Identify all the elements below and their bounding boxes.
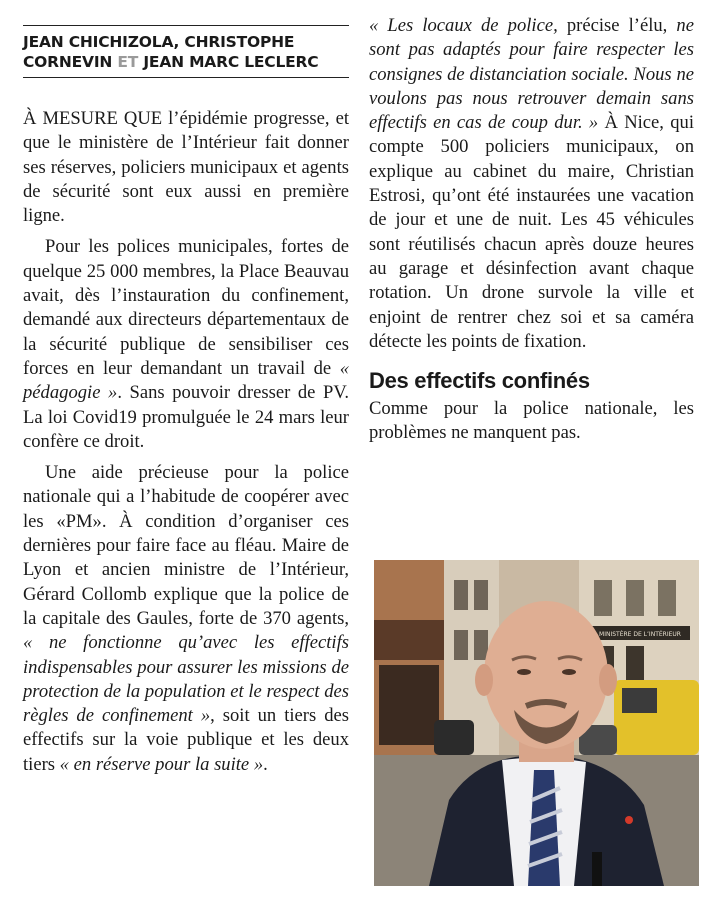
paragraph-3-text-c: . — [263, 753, 268, 775]
person-head — [484, 601, 608, 749]
left-column — [23, 0, 349, 777]
paragraph-2-text-b: . Sans pouvoir dresser de PV. La loi Covid19 promulguée le 24 mars leur confère ce droit. — [23, 382, 349, 452]
byline — [23, 32, 349, 72]
article-paragraph-1: À MESURE QUE l’épidémie progresse, et que le ministère de l’Intérieur fait donner ses réserves, policiers municipaux et agents de sécurité sont eux aussi en première ligne. — [23, 108, 349, 227]
paragraph-3-quote-2: « en réserve pour la suite » — [59, 753, 264, 775]
paragraph-4-text-a: précise l’élu, — [557, 15, 677, 36]
photo-illustration — [374, 560, 699, 886]
paragraph-4-quote-2: ne sont pas adaptés pour faire respecter les consignes de distanciation sociale. Nous ne voulons pas nous retrouver demain sans effectifs en cas de coup dur. » — [369, 15, 694, 134]
paragraph-3-text-a: Une aide précieuse pour la police nationale qui a l’habitude de coopérer avec les «PM». À condition d’organiser ces dernières pour faire face au fléau. Maire de Lyon et ancien ministre de l’Intérieur, Gérard Collomb explique que la police de la capitale des Gaules, forte de 370 agents, — [23, 462, 349, 629]
byline-top-rule — [23, 25, 349, 26]
article-paragraph-4 — [369, 14, 694, 354]
shop-sign-text: MINISTÈRE DE L’INTÉRIEUR — [599, 631, 681, 638]
paragraph-4-text-b: À Nice, qui compte 500 policiers municipaux, on explique au cabinet du maire, Christian Estrosi, qu’ont été instaurées une vacation de jour et une de nuit. Les 45 véhicules sont réutilisés chacun après douze heures au garage et désinfection avant chaque rotation. Un drone survole la ville et enjoint de rentrer chez soi et sa caméra détecte les points de fixation. — [369, 112, 694, 352]
byline-bottom-rule — [23, 77, 349, 78]
paragraph-2-quote: « pédagogie » — [23, 357, 349, 404]
byline-line1: JEAN CHICHIZOLA, CHRISTOPHE — [23, 33, 295, 51]
paragraph-3-text-b: , soit un tiers des effectifs sur la voie publique et les deux tiers — [23, 705, 350, 775]
paragraph-2-text-a: Pour les polices municipales, fortes de quelque 25 000 membres, la Place Beauvau avait, dès l’instauration du confinement, demandé aux directeurs départementaux de la sécurité publique de sensibiliser ces forces en leur demandant un travail de — [23, 236, 349, 379]
byline-author-cornevin: CORNEVIN — [23, 53, 113, 71]
article-paragraph-5: Comme pour la police nationale, les problèmes ne manquent pas. — [369, 398, 694, 444]
byline-et: ET — [117, 53, 139, 71]
section-subheading: Des effectifs confinés — [369, 368, 590, 394]
right-column — [369, 0, 694, 446]
paragraph-3-quote: « ne fonctionne qu’avec les effectifs indispensables pour assurer les missions de protection de la population et le respect des règles de confinement » — [23, 632, 349, 727]
paragraph-4-quote-1: « Les locaux de police, — [369, 15, 558, 36]
article-paragraph-3 — [23, 461, 349, 777]
article-photo — [374, 560, 699, 886]
byline-author-leclerc: JEAN MARC LECLERC — [143, 53, 319, 71]
article-paragraph-2 — [23, 235, 349, 454]
